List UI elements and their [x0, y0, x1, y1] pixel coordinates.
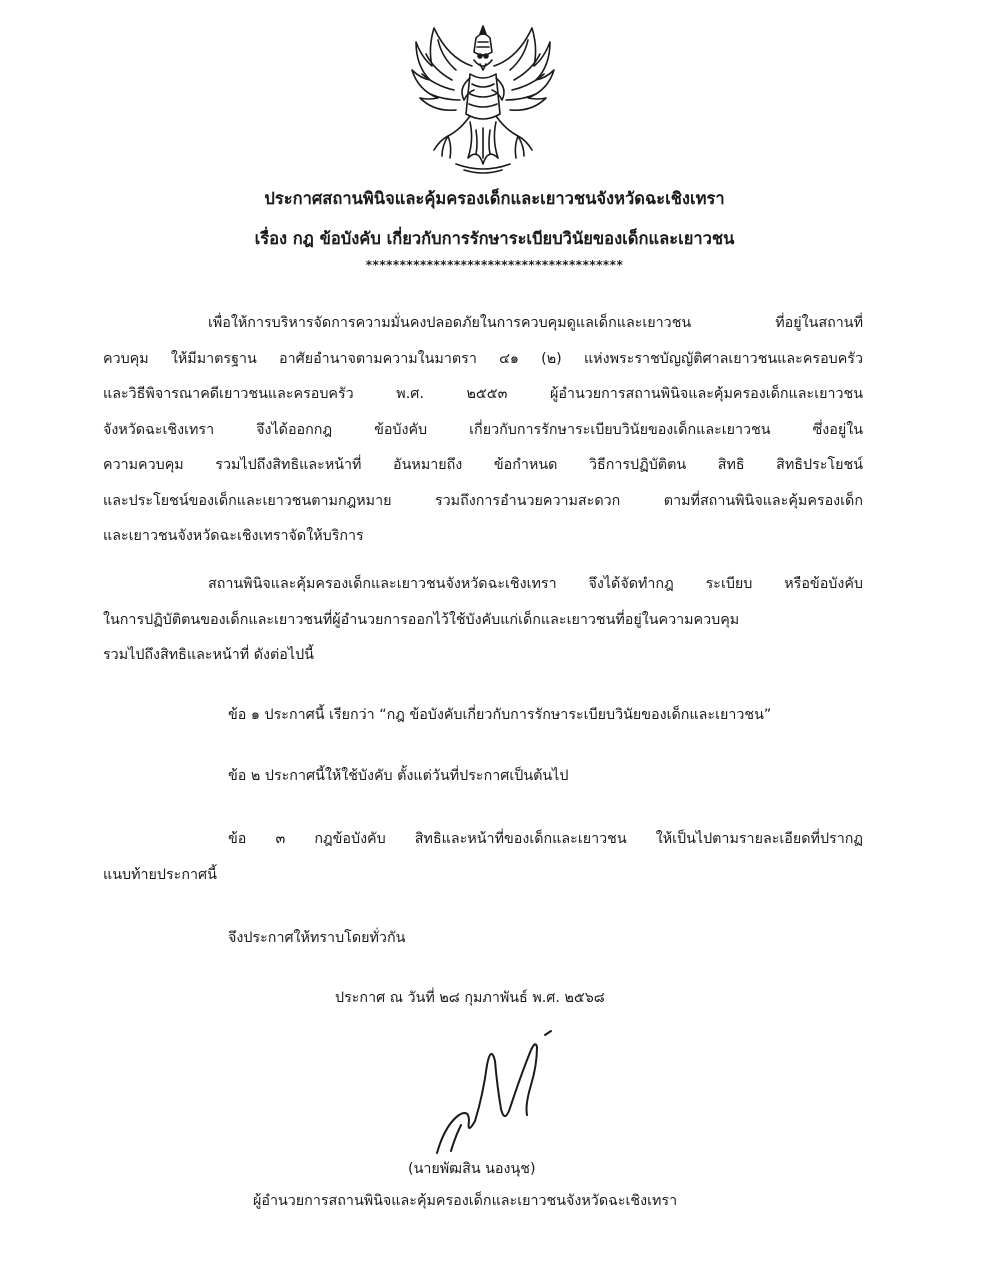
clause-2: ข้อ ๒ ประกาศนี้ให้ใช้บังคับ ตั้งแต่วันที่ประกาศเป็นต้นไป: [228, 768, 569, 784]
announcement-date: ประกาศ ณ วันที่ ๒๘ กุมภาพันธ์ พ.ศ. ๒๕๖๘: [335, 990, 605, 1006]
clause-3: [103, 822, 863, 893]
paragraph-preamble: [103, 306, 863, 555]
announcement-subject: เรื่อง กฎ ข้อบังคับ เกี่ยวกับการรักษาระเบียบวินัยของเด็กและเยาวชน: [254, 229, 735, 248]
paragraph-line: ในการปฏิบัติตนของเด็กและเยาวชนที่ผู้อำนวยการออกไว้ใช้บังคับแก่เด็กและเยาวชนที่อยู่ในความควบคุม: [103, 611, 740, 628]
closing-statement: จึงประกาศให้ทราบโดยทั่วกัน: [228, 930, 406, 946]
paragraph-line: ความควบคุม รวมไปถึงสิทธิและหน้าที่ อันหมายถึง ข้อกำหนด วิธีการปฏิบัติตน สิทธิ สิทธิประโยชน์: [103, 457, 863, 473]
clause-line: ข้อ ๓ กฎข้อบังคับ สิทธิและหน้าที่ของเด็กและเยาวชน ให้เป็นไปตามรายละเอียดที่ปรากฏ: [228, 831, 863, 847]
paragraph-line: เพื่อให้การบริหารจัดการความมั่นคงปลอดภัยในการควบคุมดูแลเด็กและเยาวชน ที่อยู่ในสถานที่: [208, 315, 863, 331]
announcement-title: ประกาศสถานพินิจและคุ้มครองเด็กและเยาวชนจังหวัดฉะเชิงเทรา: [264, 189, 725, 208]
paragraph-line: และประโยชน์ของเด็กและเยาวชนตามกฎหมาย รวมถึงการอำนวยความสะดวก ตามที่สถานพินิจและคุ้มครองเด็ก: [103, 492, 863, 509]
paragraph-line: ควบคุม ให้มีมาตรฐาน อาศัยอำนาจตามความในมาตรา ๔๑ (๒) แห่งพระราชบัญญัติศาลเยาวชนและครอบครัว: [103, 350, 863, 367]
garuda-emblem-icon: [408, 18, 558, 178]
paragraph-line: และเยาวชนจังหวัดฉะเชิงเทราจัดให้บริการ: [103, 528, 364, 544]
paragraph-line: และวิธีพิจารณาคดีเยาวชนและครอบครัว พ.ศ. ๒๕๕๓ ผู้อำนวยการสถานพินิจและคุ้มครองเด็กและเยาวชน: [103, 386, 863, 402]
signer-position: ผู้อำนวยการสถานพินิจและคุ้มครองเด็กและเยาวชนจังหวัดฉะเชิงเทรา: [253, 1193, 678, 1209]
clause-line: แนบท้ายประกาศนี้: [103, 866, 217, 883]
paragraph-line: สถานพินิจและคุ้มครองเด็กและเยาวชนจังหวัดฉะเชิงเทรา จึงได้จัดทำกฎ ระเบียบ หรือข้อบังคับ: [208, 576, 863, 592]
handwritten-signature-icon: [425, 1025, 575, 1160]
clause-1: ข้อ ๑ ประกาศนี้ เรียกว่า “กฎ ข้อบังคับเกี่ยวกับการรักษาระเบียบวินัยของเด็กและเยาวชน”: [228, 707, 772, 723]
separator-line: **************************************: [365, 258, 624, 272]
paragraph-line: จังหวัดฉะเชิงเทรา จึงได้ออกกฎ ข้อบังคับ เกี่ยวกับการรักษาระเบียบวินัยของเด็กและเยาวชน ซึ่งอยู่ใน: [103, 421, 863, 438]
paragraph-intro: [103, 567, 863, 674]
signer-name: (นายพัฒสิน นองนุช): [408, 1161, 536, 1177]
paragraph-line: รวมไปถึงสิทธิและหน้าที่ ดังต่อไปนี้: [103, 647, 314, 663]
